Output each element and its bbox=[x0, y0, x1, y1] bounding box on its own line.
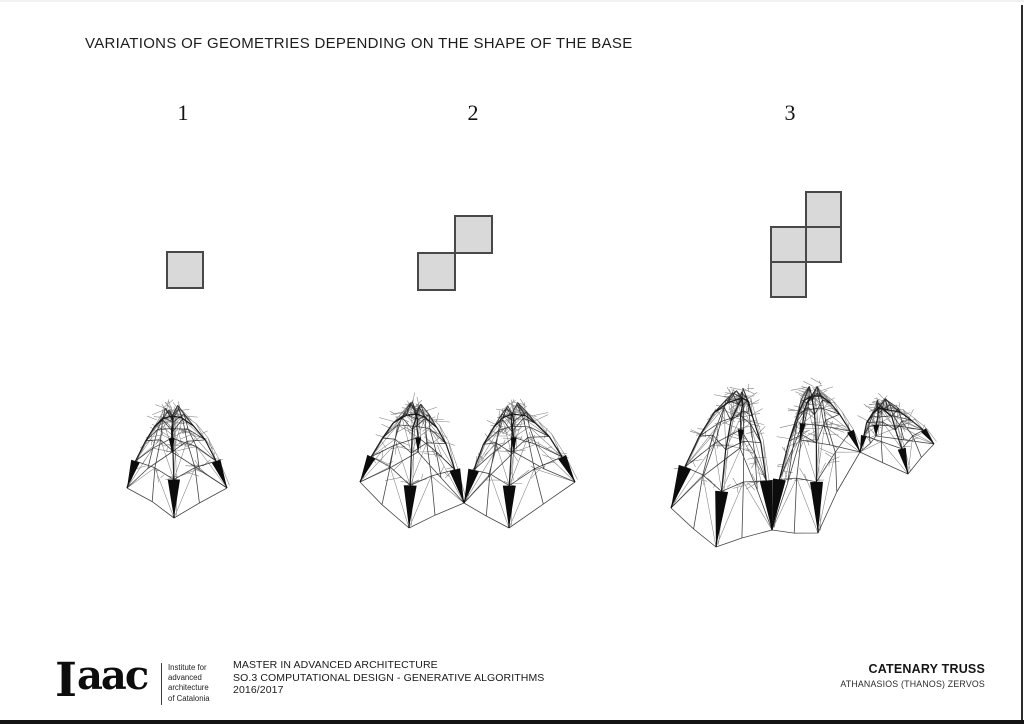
institute-name-line: Institute for bbox=[168, 663, 207, 672]
truss-figure-2 bbox=[360, 392, 578, 528]
iaac-logo-letter-i: I bbox=[55, 653, 77, 708]
page-edge-bottom bbox=[0, 720, 1024, 724]
project-credits bbox=[840, 662, 985, 689]
institute-name-line: architecture bbox=[168, 683, 209, 693]
iaac-logo bbox=[55, 652, 148, 708]
variant-number-2: 2 bbox=[467, 100, 479, 125]
variant-number-3: 3 bbox=[784, 100, 796, 125]
logo-separator-line bbox=[161, 663, 162, 705]
course-seminar: SO.3 COMPUTATIONAL DESIGN - GENERATIVE ALGORITHMS bbox=[233, 671, 545, 684]
truss-figure-3 bbox=[671, 378, 937, 547]
page-edge-right bbox=[1021, 5, 1023, 724]
project-title: CATENARY TRUSS bbox=[868, 662, 985, 676]
page-title: VARIATIONS OF GEOMETRIES DEPENDING ON THE SHAPE OF THE BASE bbox=[85, 35, 633, 52]
project-author: ATHANASIOS (THANOS) ZERVOS bbox=[840, 679, 985, 689]
course-info bbox=[233, 659, 544, 697]
course-program: MASTER IN ADVANCED ARCHITECTURE bbox=[233, 659, 438, 671]
truss-figure-1 bbox=[127, 399, 230, 518]
institute-name-line: advanced bbox=[168, 673, 202, 683]
course-year: 2016/2017 bbox=[233, 684, 284, 697]
institute-name bbox=[168, 663, 210, 704]
iaac-logo-letters-aac: aac bbox=[77, 652, 148, 699]
variant-number-1: 1 bbox=[177, 100, 189, 125]
institute-name-line: of Catalonia bbox=[168, 693, 210, 703]
